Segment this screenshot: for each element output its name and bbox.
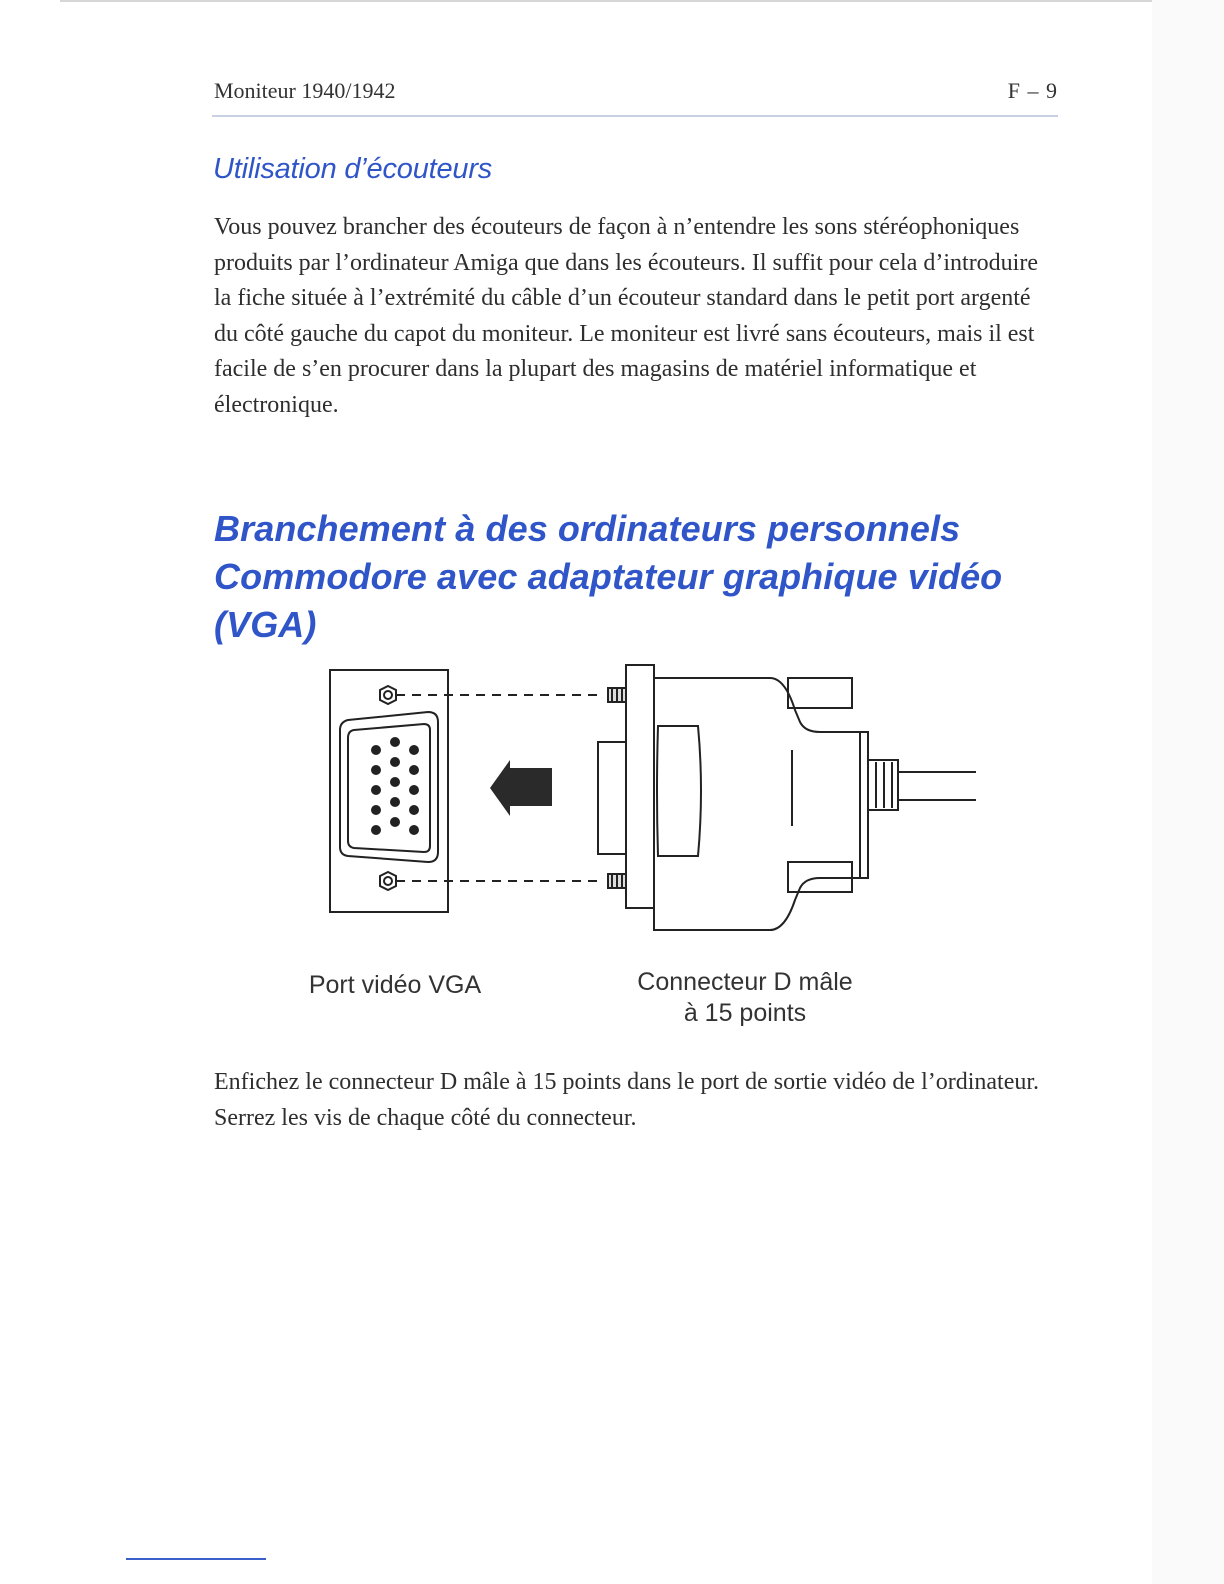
header-title: Moniteur 1940/1942	[214, 78, 396, 103]
section-heading-line-2: Commodore avec adaptateur graphique vidéo	[214, 556, 1003, 597]
footer-rule	[126, 1558, 266, 1560]
caption-d-connector	[610, 967, 880, 1029]
caption-d-connector-line-1: Connecteur D mâle	[637, 968, 853, 996]
d-sub-plug	[598, 665, 976, 930]
plug-screw-top-icon	[608, 688, 626, 702]
paragraph-vga-instructions: Enfichez le connecteur D mâle à 15 points dans le port de sortie vidéo de l’ordinateur. Serrez les vis de chaque côté du connecteur.	[214, 1069, 1040, 1131]
section-heading-line-3: (VGA)	[214, 604, 317, 645]
vga-connection-diagram	[300, 650, 1020, 940]
header-page-number: F – 9	[1007, 78, 1058, 103]
paragraph-headphones: Vous pouvez brancher des écouteurs de façon à n’entendre les sons stéréophoniques produits par l’ordinateur Amiga que dans les écouteurs. Il suffit pour cela d’introduire la fiche située à l’extrémité du câble d’un écouteur standard dans le petit port argenté du côté gauche du capot du moniteur. Le moniteur est livré sans écouteurs, mais il est facile de s’en procurer dans la plupart des magasins de matériel informatique et électronique.	[214, 214, 1038, 418]
vga-port-shell	[340, 712, 438, 862]
page-header	[214, 78, 1058, 110]
hex-screw-top-icon	[380, 686, 396, 704]
plug-screw-bottom-icon	[608, 874, 626, 888]
page-right-edge-shade	[1152, 0, 1224, 1584]
section-heading-vga	[214, 505, 1054, 649]
page-top-border	[60, 0, 1152, 2]
section-heading-line-1: Branchement à des ordinateurs personnels	[214, 508, 961, 549]
hex-screw-bottom-icon	[380, 872, 396, 890]
caption-d-connector-line-2: à 15 points	[683, 999, 807, 1027]
header-rule	[212, 115, 1058, 117]
vga-pins	[371, 737, 419, 835]
subheading-headphones: Utilisation d’écouteurs	[213, 153, 493, 185]
insert-direction-arrow-icon	[490, 760, 552, 816]
caption-vga-port: Port vidéo VGA	[308, 971, 482, 999]
